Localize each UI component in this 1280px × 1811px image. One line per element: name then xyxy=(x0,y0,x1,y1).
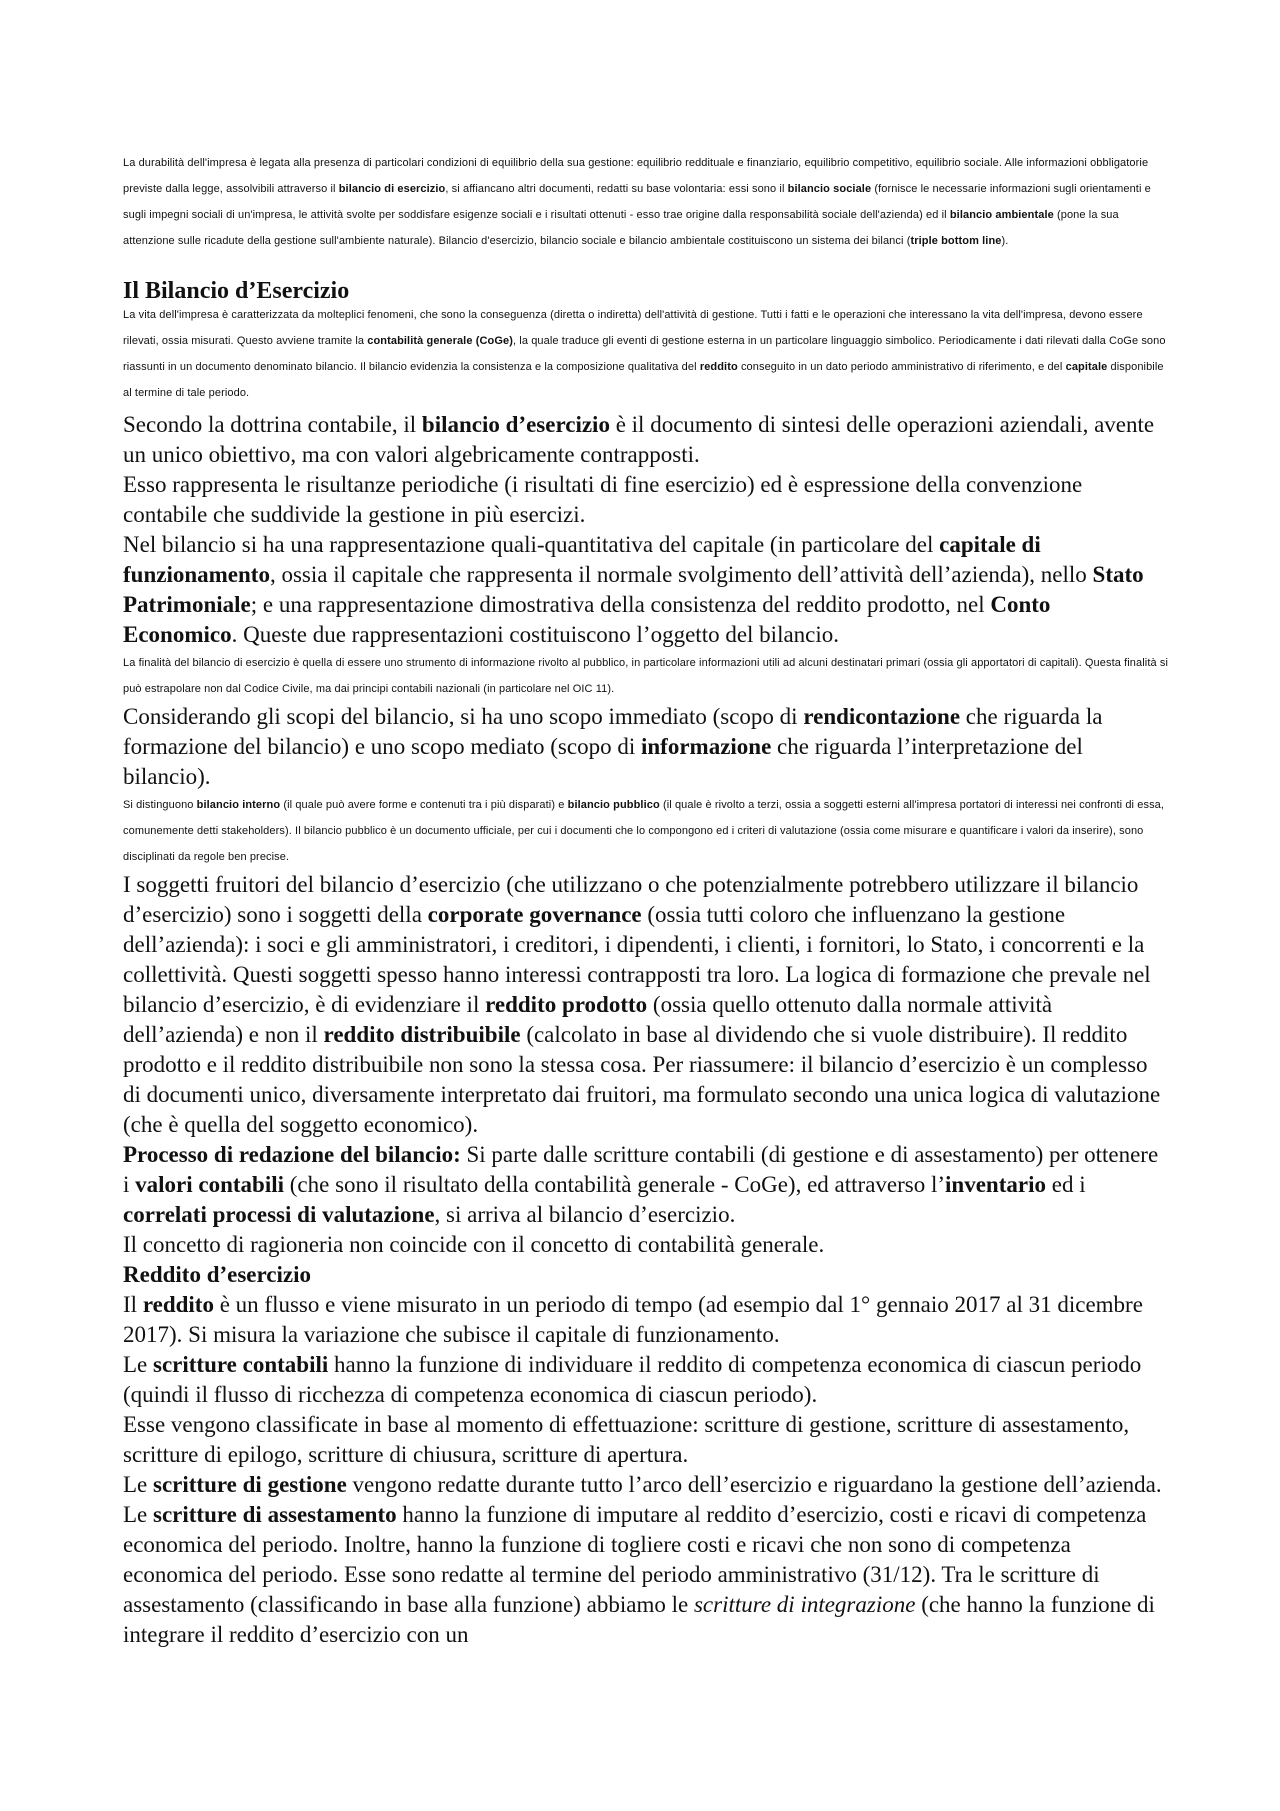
paragraph-dottrina: Secondo la dottrina contabile, il bilancio d’esercizio è il documento di sintesi delle operazioni aziendali, avente un unico obiettivo, ma con valori algebricamente contrapposti. xyxy=(123,412,1155,467)
paragraph-rappresentazione: Nel bilancio si ha una rappresentazione quali-quantitativa del capitale (in particolare del capitale di funzionamento, ossia il capitale che rappresenta il normale svolgimento dell’attività dell’azienda), nello Stato Patrimoniale; e una rappresentazione dimostrativa della consistenza del reddito prodotto, nel Conto Economico. Queste due rappresentazioni costituiscono l’oggetto del bilancio. xyxy=(123,532,1144,647)
paragraph-risultanze: Esso rappresenta le risultanze periodiche (i risultati di fine esercizio) ed è espressione della convenzione contabile che suddivide la gestione in più esercizi. xyxy=(123,472,1083,527)
paragraph-scritture-gestione: Le scritture di gestione vengono redatte durante tutto l’arco dell’esercizio e riguardano la gestione dell’azienda. Le scritture di assestamento hanno la funzione di imputare al reddito d’esercizio, costi e ricavi di competenza economica del periodo. Inoltre, hanno la funzione di togliere costi e ricavi che non sono di competenza economica del periodo. Esse sono redatte al termine del periodo amministrativo (31/12). Tra le scritture di assestamento (classificando in base alla funzione) abbiamo le scritture di integrazione (che hanno la funzione di integrare il reddito d’esercizio con un xyxy=(123,1472,1162,1647)
paragraph-finalita: La finalità del bilancio di esercizio è quella di essere uno strumento di informazione rivolto al pubblico, in particolare informazioni utili ad alcuni destinatari primari (ossia gli apportatori di capitali). Questa finalità si può estrapolare non dal Codice Civile, ma dai principi contabili nazionali (in particolare nel OIC 11). xyxy=(123,657,1168,695)
paragraph-reddito: Il reddito è un flusso e viene misurato in un periodo di tempo (ad esempio dal 1° gennaio 2017 al 31 dicembre 2017). Si misura la variazione che subisce il capitale di funzionamento. xyxy=(123,1292,1143,1347)
paragraph-scritture-contabili: Le scritture contabili hanno la funzione di individuare il reddito di competenza economica di ciascun periodo (quindi il flusso di ricchezza di competenza economica di ciascun periodo). xyxy=(123,1352,1142,1407)
paragraph-soggetti-fruitori: I soggetti fruitori del bilancio d’esercizio (che utilizzano o che potenzialmente potrebbero utilizzare il bilancio d’esercizio) sono i soggetti della corporate governance (ossia tutti coloro che influenzano la gestione dell’azienda): i soci e gli amministratori, i creditori, i dipendenti, i clienti, i fornitori, lo Stato, i concorrenti e la collettività. Questi soggetti spesso hanno interessi contrapposti tra loro. La logica di formazione che prevale nel bilancio d’esercizio, è di evidenziare il reddito prodotto (ossia quello ottenuto dalla normale attività dell’azienda) e non il reddito distribuibile (calcolato in base al dividendo che si vuole distribuire). Il reddito prodotto e il reddito distribuibile non sono la stessa cosa. Per riassumere: il bilancio d’esercizio è un complesso di documenti unico, diversamente interpretato dai fruitori, ma formulato secondo una unica logica di valutazione (che è quella del soggetto economico). xyxy=(123,872,1161,1137)
paragraph-scopi: Considerando gli scopi del bilancio, si ha uno scopo immediato (scopo di rendicontazione che riguarda la formazione del bilancio) e uno scopo mediato (scopo di informazione che riguarda l’interpretazione del bilancio). xyxy=(123,704,1103,789)
paragraph-classificazione: Esse vengono classificate in base al momento di effettuazione: scritture di gestione, scritture di assestamento, scritture di epilogo, scritture di chiusura, scritture di apertura. xyxy=(123,1412,1130,1467)
section-heading-bilancio: Il Bilancio d’Esercizio xyxy=(123,278,350,304)
paragraph-bilancio-interno-pubblico: Si distinguono bilancio interno (il quale può avere forme e contenuti tra i più disparati) e bilancio pubblico (il quale è rivolto a terzi, ossia a soggetti esterni all'impresa portatori di interessi nei confronti di essa, comunemente detti stakeholders). Il bilancio pubblico è un documento ufficiale, per cui i documenti che lo compongono ed i criteri di valutazione (ossia come misurare e quantificare i valori da inserire), sono disciplinati da regole ben precise. xyxy=(123,799,1165,863)
section-heading-reddito: Reddito d’esercizio xyxy=(123,1262,312,1287)
paragraph-vita-impresa: La vita dell'impresa è caratterizzata da molteplici fenomeni, che sono la conseguenza (diretta o indiretta) dell'attività di gestione. Tutti i fatti e le operazioni che interessano la vita dell'impresa, devono essere rilevati, ossia misurati. Questo avviene tramite la contabilità generale (CoGe), la quale traduce gli eventi di gestione esterna in un particolare linguaggio simbolico. Periodicamente i dati rilevati dalla CoGe sono riassunti in un documento denominato bilancio. Il bilancio evidenzia la consistenza e la composizione qualitativa del reddito conseguito in un dato periodo amministrativo di riferimento, e del capitale disponibile al termine di tale periodo. xyxy=(123,309,1166,399)
document-page xyxy=(123,150,1168,1650)
paragraph-processo-redazione: Processo di redazione del bilancio: Si parte dalle scritture contabili (di gestione e di assestamento) per ottenere i valori contabili (che sono il risultato della contabilità generale - CoGe), ed attraverso l’inventario ed i correlati processi di valutazione, si arriva al bilancio d’esercizio. xyxy=(123,1142,1159,1227)
paragraph-ragioneria: Il concetto di ragioneria non coincide con il concetto di contabilità generale. xyxy=(123,1232,825,1257)
intro-paragraph: La durabilità dell'impresa è legata alla presenza di particolari condizioni di equilibrio della sua gestione: equilibrio reddituale e finanziario, equilibrio competitivo, equilibrio sociale. Alle informazioni obbligatorie previste dalla legge, assolvibili attraverso il bilancio di esercizio, si affiancano altri documenti, redatti su base volontaria: essi sono il bilancio sociale (fornisce le necessarie informazioni sugli orientamenti e sugli impegni sociali di un'impresa, le attività svolte per soddisfare esigenze sociali e i risultati ottenuti - esso trae origine dalla responsabilità sociale dell'azienda) ed il bilancio ambientale (pone la sua attenzione sulle ricadute della gestione sull'ambiente naturale). Bilancio d'esercizio, bilancio sociale e bilancio ambientale costituiscono un sistema dei bilanci (triple bottom line). xyxy=(123,157,1151,247)
